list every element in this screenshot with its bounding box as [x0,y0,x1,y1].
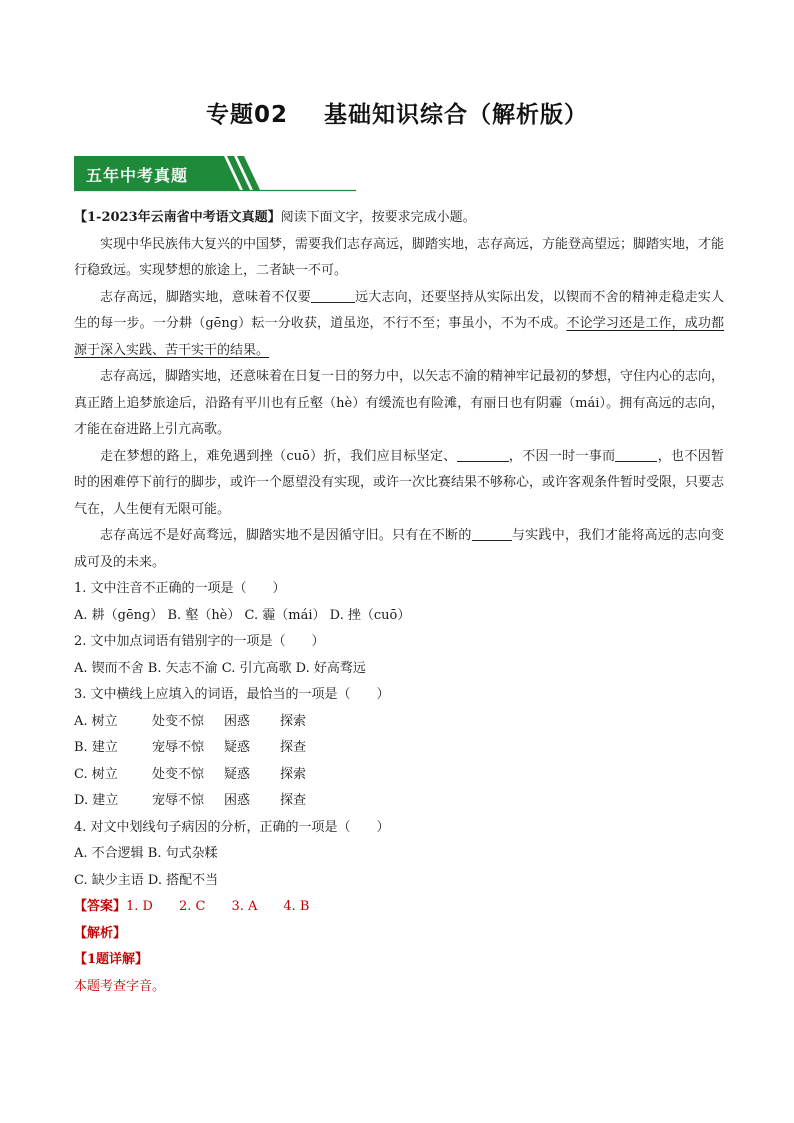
fill-blank-1 [311,288,355,303]
question-4-options-2: C. 缺少主语 D. 搭配不当 [74,872,219,888]
option-cell: C. 树立 [74,766,118,782]
option-cell: D. 建立 [74,793,119,808]
option-cell: 宠辱不惊 [152,740,205,755]
option-cell: 困惑 [224,793,251,808]
option-cell: 宠辱不惊 [152,793,205,808]
passage-paragraph-4 [74,444,724,524]
question-3-option-b [74,735,724,762]
underlined-sentence: 不论学习还是工作，成功都源于深入实践、苦干实干的结果。 [74,316,724,358]
option-cell: B. 建立 [74,740,118,755]
passage-text: 志存高远，脚踏实地，意味着不仅要 [100,289,311,305]
answer-text: 1. D 2. C 3. A 4. B [126,899,310,914]
question-2-options: A. 锲而不舍 B. 矢志不渝 C. 引亢高歌 D. 好高骛远 [74,660,366,676]
option-cell: 探索 [280,713,307,729]
passage-paragraph-1: 实现中华民族伟大复兴的中国梦，需要我们志存高远，脚踏实地，志存高远，方能登高望远；脚踏实地，才能行稳致远。实现梦想的旅途上，二者缺一不可。 [74,236,725,278]
fill-blank-2 [457,447,509,462]
option-cell: 困惑 [224,713,251,729]
question-4: 4. 对文中划线句子病因的分析，正确的一项是（ ） [74,819,390,835]
passage-paragraph-5 [74,523,724,576]
page-title-left: 专题02 [205,102,288,128]
question-1-options: A. 耕（gēng） B. 壑（hè） C. 霾（mái） D. 挫（cuō） [74,607,411,623]
intro-line [74,205,724,232]
question-4-options-1: A. 不合逻辑 B. 句式杂糅 [74,846,218,861]
question-3-option-c [74,762,724,789]
question-source: 【1-2023年云南省中考语文真题】 [74,210,281,225]
banner-label: 五年中考真题 [86,166,189,185]
option-cell: 疑惑 [224,740,251,755]
detail-1-text: 本题考查字音。 [74,978,166,994]
section-banner [74,156,356,192]
option-cell: 处变不惊 [152,766,205,782]
answer-label: 【答案】 [74,899,127,914]
option-cell: 疑惑 [224,766,251,782]
fill-blank-4 [472,526,512,541]
option-cell: 探查 [280,740,307,755]
page-title-right: 基础知识综合（解析版） [324,102,588,128]
passage-paragraph-2 [74,285,724,365]
question-1: 1. 文中注音不正确的一项是（ ） [74,581,286,596]
option-cell: A. 树立 [74,713,118,729]
passage-text: 与实践中，我们才能将高远的志向变成可及的未来。 [74,528,724,570]
passage-text: 志存高远不是好高骛远，脚踏实地不是因循守旧。只有在不断的 [100,528,472,543]
fill-blank-3 [615,447,657,462]
passage-text: 走在梦想的路上，难免遇到挫（cuō）折，我们应目标坚定、 [100,448,457,464]
passage-text: ，也不因暂时的困难停下前行的脚步，或许一个愿望没有实现，或许一次比赛结果不够称心，或许客观条件暂时受限，只要志气在，人生便有无限可能。 [74,448,725,517]
detail-1-label: 【1题详解】 [74,952,149,967]
question-3-option-a [74,709,724,736]
option-cell: 探查 [280,793,307,808]
question-2: 2. 文中加点词语有错别字的一项是（ ） [74,634,325,649]
analysis-label: 【解析】 [74,925,127,941]
answer-line [74,894,724,921]
question-3: 3. 文中横线上应填入的词语，最恰当的一项是（ ） [74,687,390,702]
option-cell: 探索 [280,766,307,782]
passage-text: ，不因一时一事而 [508,448,616,464]
passage-text: 远大志向，还要坚持从实际出发，以锲而不舍的精神走稳走实人生的每一步。一分耕（gēng）耘一分收获，道虽迩，不行不至；事虽小，不为不成。 [74,289,724,331]
main-content [74,205,724,1000]
question-3-option-d [74,788,724,815]
instruction: 阅读下面文字，按要求完成小题。 [280,210,476,225]
passage-paragraph-3: 志存高远，脚踏实地，还意味着在日复一日的努力中，以矢志不渝的精神牢记最初的梦想，守住内心的志向，真正踏上追梦旅途后，沿路有平川也有丘壑（hè）有缓流也有险滩，有丽日也有阴霾（mái）。拥有高远的志向，才能在奋进路上引亢高歌。 [74,369,725,437]
page-title [0,96,794,129]
option-cell: 处变不惊 [152,713,205,729]
